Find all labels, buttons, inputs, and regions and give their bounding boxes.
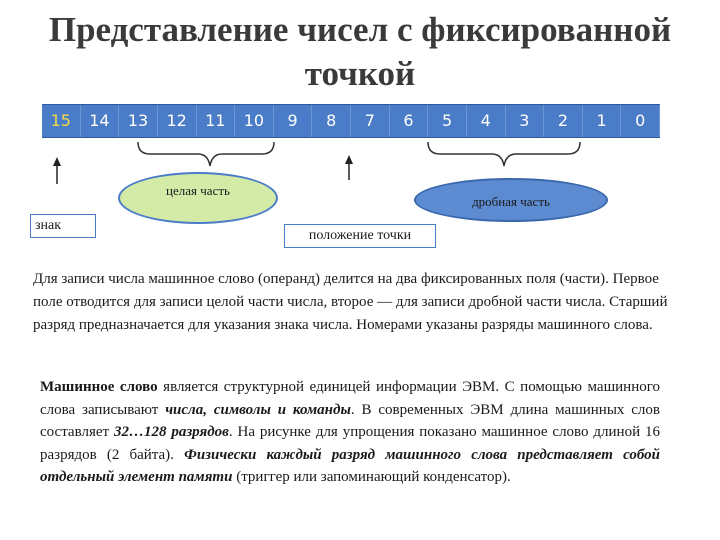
title-line-2: точкой [304,54,416,93]
bit-cell-15: 15 [42,105,81,137]
bit-cell-5: 5 [428,105,467,137]
bit-cell-8: 8 [312,105,351,137]
term-machine-word: Машинное слово [40,379,158,395]
description-paragraph: Для записи числа машинное слово (операнд) делится на два фиксированных поля (части). Первое поле отводится для записи целой части числа, второе — для записи дробной части числа. Старший разряд предназначается для указания знака числа. Номерами указаны разряды машинного слова. [33,271,668,333]
text-span-3: . На рисунке для упрощения показано машинное слово длиной 16 разрядов (2 байта). [40,424,660,463]
point-position-box [284,224,436,248]
bit-cell-1: 1 [583,105,622,137]
title-line-1: Представление чисел с фиксированной [48,10,672,49]
integer-part-ellipse [118,172,278,224]
integer-part-label: целая часть [166,183,230,198]
fraction-part-ellipse [414,178,608,222]
fraction-part-brace [428,142,580,166]
bit-cell-4: 4 [467,105,506,137]
emphasis-word-length: 32…128 разрядов [113,424,229,440]
bit-cell-7: 7 [351,105,390,137]
integer-part-brace [138,142,274,166]
bit-cell-0: 0 [621,105,660,137]
emphasis-numbers-symbols-commands: числа, символы и команды [165,401,351,418]
sign-label: знак [35,218,62,233]
bit-cell-12: 12 [158,105,197,137]
bit-cell-3: 3 [506,105,545,137]
bit-cell-13: 13 [119,105,158,137]
bit-cell-9: 9 [274,105,313,137]
sign-arrow-head [53,157,61,166]
text-span-2: . В современных ЭВМ длина машинных слов составляет [40,401,661,440]
bit-cell-14: 14 [81,105,120,137]
text-span-4: (триггер или запоминающий конденсатор). [232,469,511,485]
fraction-part-label: дробная часть [472,194,550,209]
bit-cell-10: 10 [235,105,274,137]
bit-cell-11: 11 [197,105,236,137]
bit-cell-6: 6 [390,105,429,137]
text-span-1: является структурной единицей информации ЭВМ. С помощью машинного слова записывают [40,379,660,418]
point-arrow-head [345,155,353,164]
point-position-label: положение точки [308,228,412,243]
bit-cell-2: 2 [544,105,583,137]
sign-label-box [30,214,96,238]
machine-word-paragraph [40,376,660,489]
emphasis-memory-element: Физически каждый разряд машинного слова представляет собой отдельный элемент памяти [40,446,660,485]
